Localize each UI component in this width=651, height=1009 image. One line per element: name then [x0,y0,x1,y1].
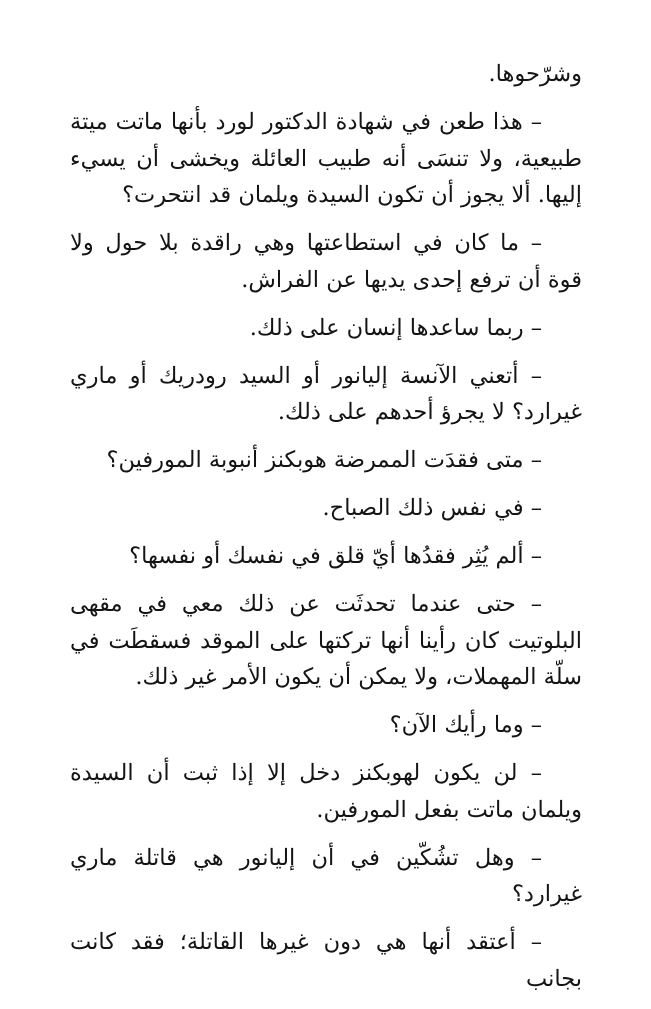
paragraph-13: – أعتقد أنها هي دون غيرها القاتلة؛ فقد كانت بجانب [70,929,582,992]
paragraph-6: – متى فقدَت الممرضة هوبكنز أنبوبة المورفين؟ [106,447,542,473]
page-text [70,56,582,1009]
paragraph-7: – في نفس ذلك الصباح. [322,495,542,521]
paragraph-5: – أتعني الآنسة إليانور أو السيد رودريك أو ماري غيرارد؟ لا يجرؤ أحدهم على ذلك. [70,362,582,425]
paragraph-11: – لن يكون لهوبكنز دخل إلا إذا ثبت أن السيدة ويلمان ماتت بفعل المورفين. [70,760,582,823]
paragraph-9: – حتى عندما تحدثَت عن ذلك معي في مقهى البلوتيت كان رأينا أنها تركتها على الموقد فسقطَت في سلّة المهملات، ولا يمكن أن يكون الأمر غير ذلك. [70,591,582,690]
paragraph-2: – هذا طعن في شهادة الدكتور لورد بأنها ماتت ميتة طبيعية، ولا تنسَى أنه طبيب العائلة ويخشى أن يسيء إليها. ألا يجوز أن تكون السيدة ويلمان قد انتحرت؟ [70,109,582,208]
paragraph-4: – ربما ساعدها إنسان على ذلك. [249,314,542,341]
paragraph-3: – ما كان في استطاعتها وهي راقدة بلا حول ولا قوة أن ترفع إحدى يديها عن الفراش. [70,230,582,293]
paragraph-10: – وما رأيك الآن؟ [389,712,542,738]
paragraph-8: – ألم يُثِر فقدُها أيّ قلق في نفسك أو نفسها؟ [129,543,542,569]
paragraph-1: وشرّحوها. [488,61,582,87]
paragraph-12: – وهل تشُكّين في أن إليانور هي قاتلة ماري غيرارد؟ [70,844,582,907]
